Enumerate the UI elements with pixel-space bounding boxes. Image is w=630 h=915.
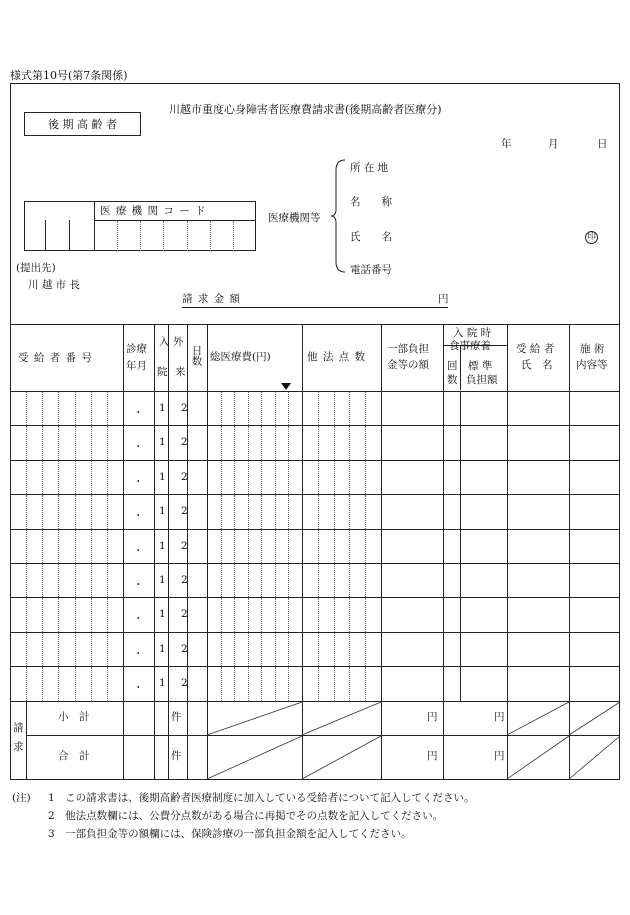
total-count-unit: 件 xyxy=(171,750,182,762)
date-day: 日 xyxy=(597,138,608,150)
inout-options[interactable]: 1 2 xyxy=(159,539,194,552)
notes-prefix: (注) xyxy=(12,792,31,804)
page-title: 川越市重度心身障害者医療費請求書(後期高齢者医療分) xyxy=(169,103,442,116)
col-recipient-name-1: 受 給 者 xyxy=(516,343,555,355)
note-1: 1 この請求書は、後期高齢者医療制度に加入している受給者について記入してください。 xyxy=(48,792,475,804)
col-procedure-2: 内容等 xyxy=(576,359,608,371)
col-inout-top: 入 外 xyxy=(159,336,184,348)
col-days: 日数 xyxy=(190,345,203,366)
inout-options[interactable]: 1 2 xyxy=(159,436,194,449)
treatment-month-mark: ・ xyxy=(133,544,144,557)
col-meal-std-1: 標 準 xyxy=(468,360,493,372)
inout-options[interactable]: 1 2 xyxy=(159,677,194,690)
treatment-month-mark: ・ xyxy=(133,407,144,419)
subtotal-copay-yen: 円 xyxy=(427,711,438,723)
phone-label: 電話番号 xyxy=(350,264,392,276)
subtotal-meal-yen: 円 xyxy=(494,711,505,723)
col-copay-2: 金等の額 xyxy=(387,359,429,371)
col-meal-std-2: 負担額 xyxy=(466,374,498,386)
form-label: 様式第10号(第7条関係) xyxy=(10,69,128,82)
treatment-month-mark: ・ xyxy=(133,510,144,523)
inout-options[interactable]: 1 2 xyxy=(159,642,194,655)
person-label: 氏 名 xyxy=(350,231,392,243)
inout-options[interactable]: 1 2 xyxy=(159,608,194,621)
treatment-month-mark: ・ xyxy=(133,579,144,591)
inout-options[interactable]: 1 2 xyxy=(159,574,194,586)
mayor-label: 川 越 市 長 xyxy=(28,279,81,291)
col-recipient-name-2: 氏 名 xyxy=(521,359,553,371)
treatment-month-mark: ・ xyxy=(133,647,144,660)
note-3: 3 一部負担金等の額欄には、保険診療の一部負担金額を記入してください。 xyxy=(48,828,412,840)
col-inout-out: 来 xyxy=(175,366,186,378)
col-other-points: 他 法 点 数 xyxy=(307,351,367,363)
inout-options[interactable]: 1 2 xyxy=(159,505,194,518)
treatment-month-mark: ・ xyxy=(133,613,144,626)
col-meal-1: 入 院 時 xyxy=(453,327,492,339)
claim-amount-label: 請 求 金 額 xyxy=(182,293,242,305)
col-procedure-1: 施 術 xyxy=(580,343,605,355)
col-month-1: 診療 xyxy=(126,343,147,355)
date-year: 年 xyxy=(501,138,512,150)
col-meal-2: 食事療養 xyxy=(449,340,491,352)
total-copay-yen: 円 xyxy=(427,750,438,762)
col-copay-1: 一部負担 xyxy=(387,343,429,355)
inout-options[interactable]: 1 2 xyxy=(159,402,194,414)
note-2: 2 他法点数欄には、公費分点数がある場合に再掲でその点数を記入してください。 xyxy=(48,810,444,822)
col-meal-count-2: 数 xyxy=(447,374,458,386)
col-meal-count-1: 回 xyxy=(447,360,458,372)
submit-to-label: (提出先) xyxy=(16,262,56,274)
address-label: 所 在 地 xyxy=(350,162,389,174)
name-label: 名 称 xyxy=(350,196,392,208)
col-month-2: 年月 xyxy=(126,360,147,372)
subtotal-count-unit: 件 xyxy=(171,711,182,723)
date-month: 月 xyxy=(548,138,559,150)
institution-label: 医療機関等 xyxy=(268,212,321,224)
treatment-month-mark: ・ xyxy=(133,441,144,454)
inout-options[interactable]: 1 2 xyxy=(159,470,194,483)
subtotal-label: 小 計 xyxy=(58,711,90,723)
summary-side-1: 請 xyxy=(13,722,24,734)
claim-amount-unit: 円 xyxy=(438,293,449,305)
seal-char: 印 xyxy=(586,232,596,242)
total-label: 合 計 xyxy=(58,750,90,762)
col-total-cost: 総医療費(円) xyxy=(210,351,271,363)
institution-code-header: 医 療 機 関 コ ー ド xyxy=(100,205,207,217)
summary-side-2: 求 xyxy=(13,741,24,753)
col-recipient-number: 受 給 者 番 号 xyxy=(18,352,93,364)
col-inout-in: 院 xyxy=(157,366,168,378)
category-label: 後 期 高 齢 者 xyxy=(48,118,117,131)
treatment-month-mark: ・ xyxy=(133,682,144,695)
treatment-month-mark: ・ xyxy=(133,475,144,488)
total-meal-yen: 円 xyxy=(494,750,505,762)
